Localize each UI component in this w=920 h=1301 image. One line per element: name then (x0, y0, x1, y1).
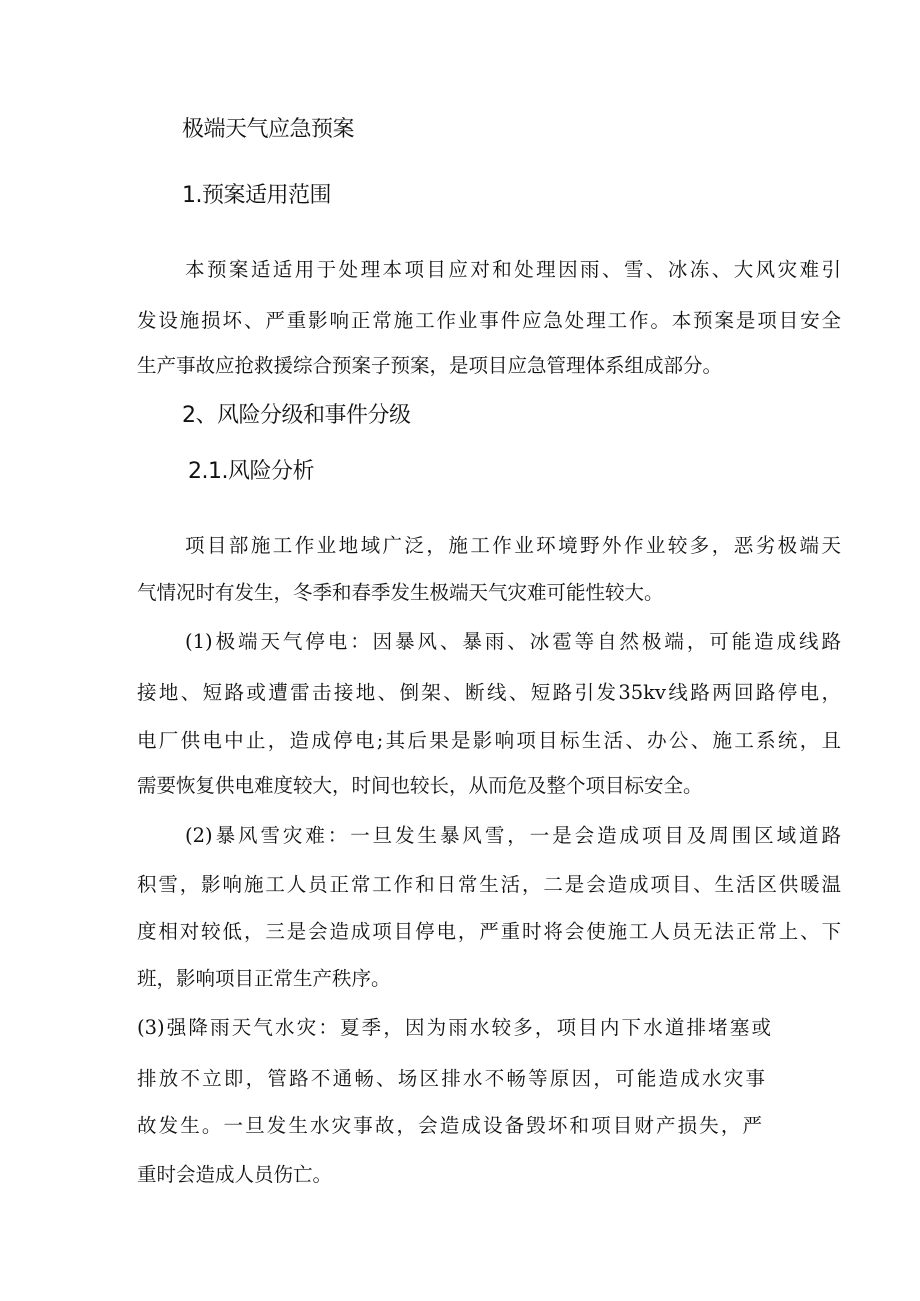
paragraph-line: (3)强降雨天气水灾：夏季，因为雨水较多，项目内下水道排堵塞或 (137, 1016, 771, 1039)
section-2-1-heading: 2.1.风险分析 (188, 459, 314, 484)
paragraph-line: 度相对较低，三是会造成项目停电，严重时将会使施工人员无法正常上、下 (137, 920, 841, 943)
paragraph-line: 气情况时有发生，冬季和春季发生极端天气灾难可能性较大。 (137, 581, 664, 604)
paragraph-line: 故发生。一旦发生水灾事故，会造成设备毁坏和项目财产损失，严 (137, 1114, 762, 1137)
paragraph-line: 重时会造成人员伤亡。 (137, 1163, 333, 1186)
paragraph-line: (2)暴风雪灾难：一旦发生暴风雪，一是会造成项目及周围区域道路 (185, 824, 841, 847)
paragraph-line: (1)极端天气停电：因暴风、暴雨、冰雹等自然极端，可能造成线路 (185, 630, 841, 653)
paragraph-line: 项目部施工作业地域广泛，施工作业环境野外作业较多，恶劣极端天 (185, 534, 841, 557)
section-1-heading: 1.预案适用范围 (182, 183, 331, 208)
paragraph-line: 电厂供电中止，造成停电;其后果是影响项目标生活、办公、施工系统，且 (137, 729, 841, 752)
paragraph-line: 积雪，影响施工人员正常工作和日常生活，二是会造成项目、生活区供暖温 (137, 873, 841, 896)
section-2-heading: 2、风险分级和事件分级 (182, 403, 411, 428)
paragraph-line: 需要恢复供电难度较大，时间也较长，从而危及整个项目标安全。 (137, 774, 703, 797)
document-title: 极端天气应急预案 (182, 117, 355, 142)
paragraph-line: 接地、短路或遭雷击接地、倒架、断线、短路引发35kv线路两回路停电， (137, 681, 841, 704)
paragraph-line: 生产事故应抢救援综合预案子预案，是项目应急管理体系组成部分。 (137, 354, 723, 377)
paragraph-line: 发设施损坏、严重影响正常施工作业事件应急处理工作。本预案是项目安全 (137, 309, 841, 332)
paragraph-line: 班，影响项目正常生产秩序。 (137, 967, 391, 990)
paragraph-line: 排放不立即，管路不通畅、场区排水不畅等原因，可能造成水灾事 (137, 1067, 765, 1090)
paragraph-line: 本预案适适用于处理本项目应对和处理因雨、雪、冰冻、大风灾难引 (185, 258, 841, 281)
